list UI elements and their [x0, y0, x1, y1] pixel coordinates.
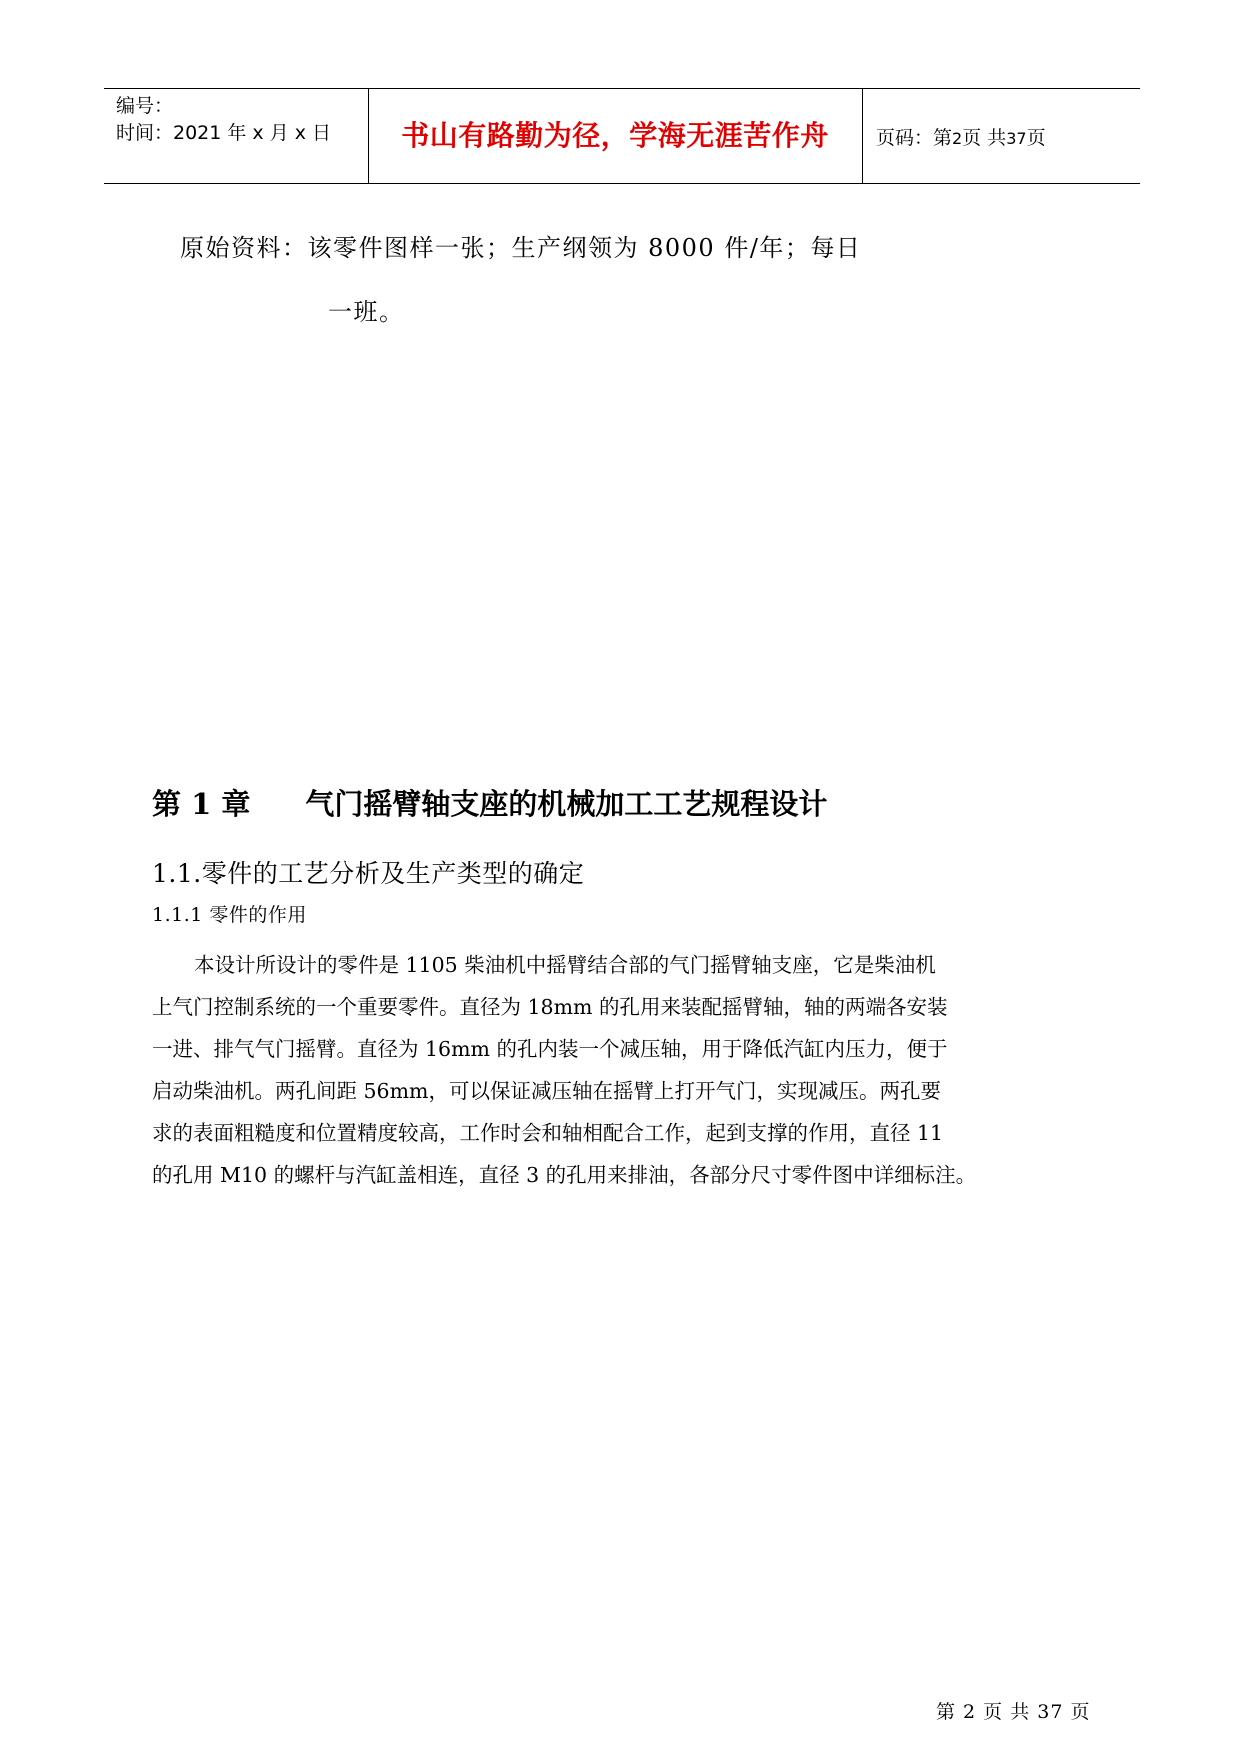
- header-motto: 书山有路勤为径，学海无涯苦作舟: [401, 119, 829, 152]
- body-line: 求的表面粗糙度和位置精度较高，工作时会和轴相配合工作，起到支撑的作用，直径 11: [152, 1121, 944, 1145]
- serial-number-label: 编号：: [116, 95, 174, 117]
- page-header: [104, 88, 1140, 184]
- original-data-line-1: 原始资料：该零件图样一张；生产纲领为 8000 件/年；每日: [180, 234, 862, 262]
- page-number: 2: [952, 129, 963, 148]
- body-line: 本设计所设计的零件是 1105 柴油机中摇臂结合部的气门摇臂轴支座，它是柴油机: [194, 953, 936, 977]
- page-suffix: 页: [1026, 127, 1046, 149]
- page-total: 37: [1006, 129, 1027, 148]
- body-line: 的孔用 M10 的螺杆与汽缸盖相连，直径 3 的孔用来排油，各部分尺寸零件图中详细标注。: [152, 1163, 977, 1187]
- body-line: 上气门控制系统的一个重要零件。直径为 18mm 的孔用来装配摇臂轴，轴的两端各安装: [152, 995, 948, 1019]
- header-page-cell: [862, 89, 1140, 183]
- page-prefix: 页码：第: [876, 127, 953, 149]
- header-motto-cell: [368, 89, 863, 183]
- section-heading-1-1: 1.1.零件的工艺分析及生产类型的确定: [152, 859, 585, 888]
- chapter-heading: [152, 782, 827, 823]
- page-middle: 页 共: [962, 127, 1007, 149]
- body-paragraph: [152, 948, 1088, 1200]
- time-label: 时间：2021 年 x 月 x 日: [116, 122, 332, 144]
- chapter-number: 第 1 章: [152, 787, 251, 821]
- body-line: 启动柴油机。两孔间距 56mm，可以保证减压轴在摇臂上打开气门，实现减压。两孔要: [152, 1079, 941, 1103]
- header-info-cell: [104, 89, 369, 183]
- section-heading-1-1-1: 1.1.1 零件的作用: [152, 904, 307, 926]
- body-line: 一进、排气气门摇臂。直径为 16mm 的孔内装一个减压轴，用于降低汽缸内压力，便于: [152, 1037, 948, 1061]
- original-data-line-2: 一班。: [328, 298, 405, 326]
- chapter-title: 气门摇臂轴支座的机械加工工艺规程设计: [305, 787, 828, 821]
- header-page-indicator: [876, 123, 1046, 150]
- page-footer: 第 2 页 共 37 页: [936, 1701, 1091, 1723]
